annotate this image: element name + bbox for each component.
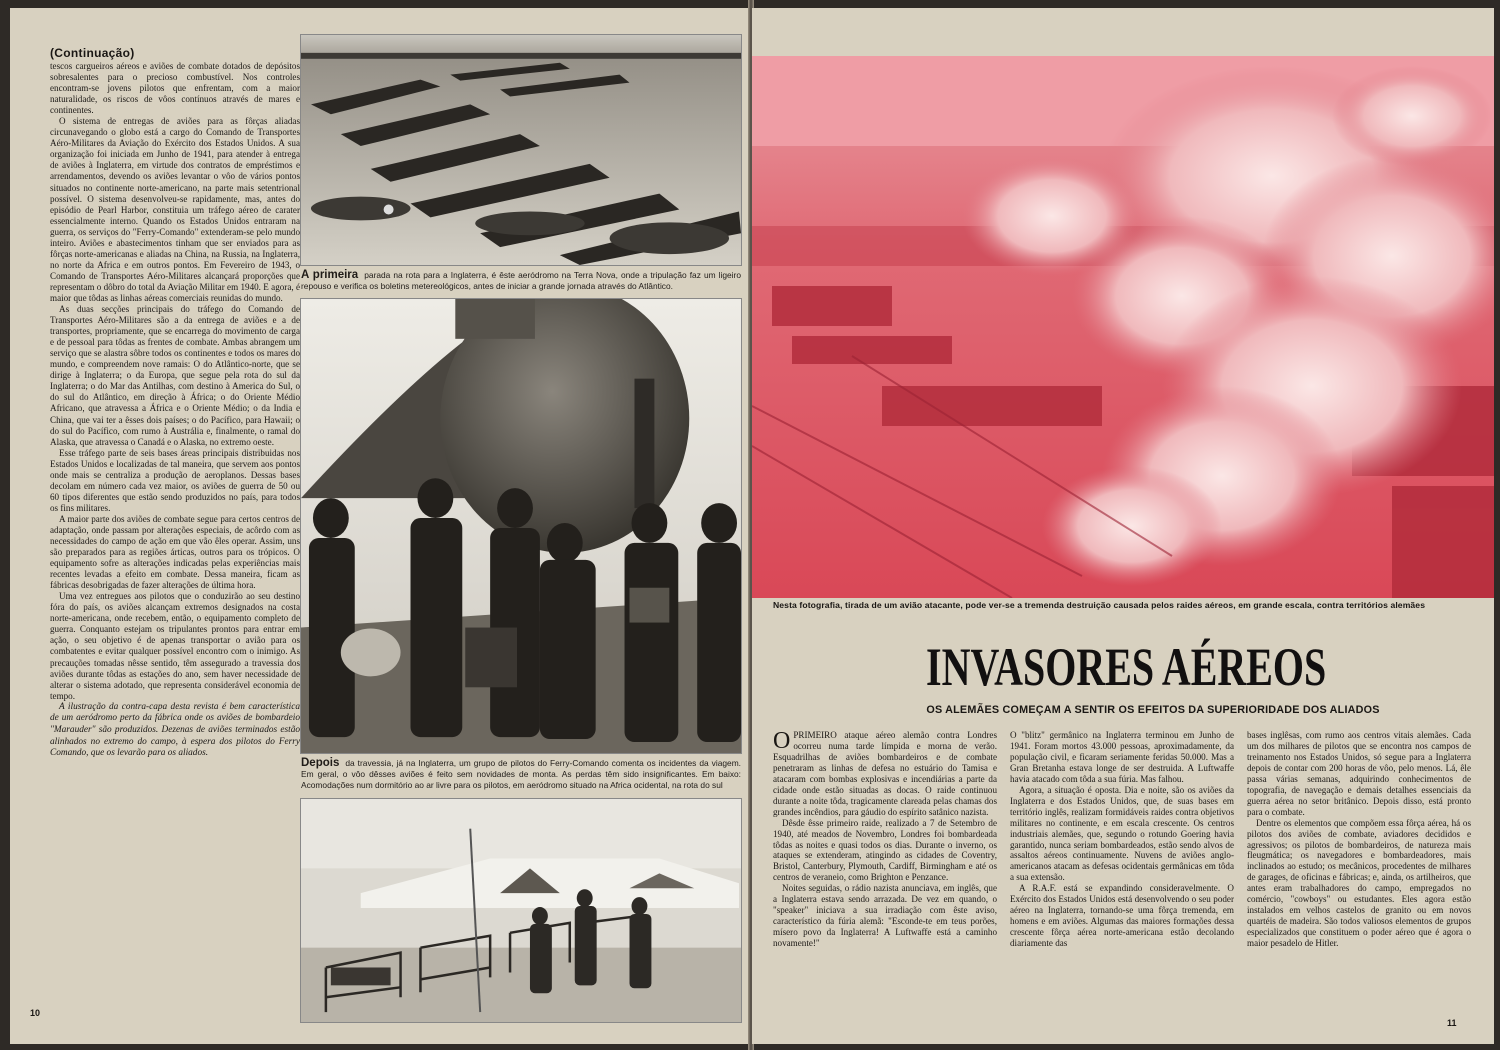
- page-number: 10: [30, 1008, 41, 1018]
- article-body: [773, 730, 1473, 1020]
- article-column-1: [773, 730, 997, 1020]
- dormitory-photo: [300, 798, 742, 1023]
- article-paragraph: Esse tráfego parte de seis bases áreas principais distribuidas nos Estados Unidos e localizadas de tal maneira, que servem aos pontos onde mais se centraliza a produção de aeroplanos. Dessas bases decolam em número cada vez maior, os aviões de guerra de 50 ou 60 tipos diferentes que estão sendo produzidos no país, para todos os fins militares.: [50, 447, 300, 513]
- article-paragraph: Dentre os elementos que compõem essa fôrça aérea, há os pilotos dos aviões de combate, aviadores decididos e agressivos; os pilotos de bombardeiros, de natureza mais fleugmática; os navegadores e bombardeadores, mais inclinados ao estudo; os mecânicos, procedentes de milhares de garages, de oficinas e fábricas; e, ainda, os artilheiros, que antes eram trabalhadores do campo, empregados no comércio, "cowboys" ou estudantes. Eles agora estão instalados em velhos castelos de granito ou em novos quartéis de madeira. São todos valiosos elementos de grupos especializados que constituem o poder aéreo que é agora o maior pesadelo de Hitler.: [1247, 817, 1471, 949]
- article-paragraph: tescos cargueiros aéreos e aviões de combate dotados de depósitos sobresalentes para o precioso combustível. Nos controles encontram-se jovens pilotos que enfrentam, com a maior naturalidade, os riscos de vôos contínuos através de mares e continentes.: [50, 61, 300, 116]
- article-subheadline: OS ALEMÃES COMEÇAM A SENTIR OS EFEITOS DA SUPERIORIDADE DOS ALIADOS: [926, 704, 1380, 716]
- article-paragraph: O sistema de entregas de aviões para as fôrças aliadas circunavegando o globo está a cargo do Comando de Transportes Aéro-Militares da Aviação do Exército dos Estados Unidos. A sua organização foi iniciada em Junho de 1941, para atender à entrega de aviões à Inglaterra, em virtude dos contratos de empréstimos e arrendamentos, devendo os aviões levantar o vôo de vários pontos situados no continente norte-americano, na parte mais setentrional possível. O sistema desenvolveu-se rapidamente, mas, antes do episódio de Pearl Harbor, constituia um tráfego aéreo de carater essencialmente interno. Quando os Estados Unidos entraram na guerra, os serviços do "Ferry-Comando" extenderam-se pelo mundo inteiro. Aviões e abastecimentos tinham que ser enviados para as fôrças norte-americanas e aliadas na China, na Russia, na Inglaterra, no norte da Africa e em outros pontos. Em Fevereiro de 1943, o Comando de Transportes Aéro-Militares alcançará proporções que representam o dôbro do total da Aviação Militar em 1940. E agora, é maior que tôdas as linhas aéreas comerciais reunidas do mundo.: [50, 116, 300, 303]
- pilots-photo: [300, 298, 742, 754]
- article-paragraph: As duas secções principais do tráfego do Comando de Transportes Aéro-Militares são a da entrega de aviões e a de transportes, propriamente, que se encarrega do movimento de carga e de pessoal para tôdas as frentes de combate. Ambas abrangem um serviço que se alastra sôbre todos os continentes e todos os mares do mundo, e compreendem nove ramais: O do Atlântico-norte, que se dirige à Inglaterra; o da Europa, que segue pela rota do sul da Inglaterra; o do Mar das Antilhas, com destino à America do Sul, o do sul do Atlântico, em direção à África; o do Oriente Médio Africano, que atravessa a África e o Oriente Médio; o da India e China, que vai ter a êsses dois países; o do Pacífico, para Hawaii; o do sul do Pacífico, com rumo à Austrália e, finalmente, o ramal do Alaska, que atravessa o Canadá e o Alaska, no extremo oeste.: [50, 304, 300, 447]
- page-number: 11: [1447, 1018, 1457, 1028]
- caption-lead: Depois: [301, 757, 340, 769]
- continuation-label: (Continuação): [50, 46, 135, 60]
- article-column-3: [1247, 730, 1471, 1020]
- right-page: [752, 8, 1494, 1044]
- article-paragraph: Dêsde êsse primeiro raide, realizado a 7 de Setembro de 1940, até meados de Novembro, Londres foi bombardeada tôdas as noites e quasi todos os dias. Durante o inverno, os ataques se extenderam, atingindo as cidades de Coventry, Bristol, Canterbury, Plymouth, Cardiff, Birmingham e até os centros de veraneio, como Brighton e Penzance.: [773, 817, 997, 883]
- left-text-column: [50, 46, 300, 1036]
- airfield-caption: [301, 270, 741, 292]
- caption-lead: A primeira: [301, 269, 359, 281]
- article-paragraph: A R.A.F. está se expandindo consideravelmente. O Exército dos Estados Unidos está desenvolvendo o seu poder aéreo na Inglaterra, tornando-se uma fôrça tremenda, em homens e em aviões. Algumas das maiores formações dessa crescente fôrça aérea norte-americana estão decolando diariamente das: [1010, 883, 1234, 949]
- airfield-photo: [300, 34, 742, 266]
- article-paragraph: Uma vez entregues aos pilotos que o conduzirão ao seu destino fóra do país, os aviões alcançam extremos designados na costa norte-americana, onde recebem, então, o equipamento completo de guerra. Conquanto estejam os tripulantes prontos para entrar em ação, o seu objetivo é de apenas transportar o avião para os combatentes e evitar qualquer possível encontro com o inimigo. As precauções tomadas nêsse sentido, têm assegurado a travessia dos aviões durante tôdas as estações do ano, sem haver necessidade de alterar o sistema adotado, que representa considerável economia de tempo.: [50, 591, 300, 701]
- article-headline: INVASORES AÉREOS: [926, 637, 1327, 697]
- article-paragraph: Agora, a situação é oposta. Dia e noite, são os aviões da Inglaterra e dos Estados Unidos, que, de suas bases em território inglês, realizam formidáveis raides contra objetivos militares no continente, e em escala crescente. Os centros industriais alemães, que, segundo o rotundo Goering havia garantido, nunca seriam bombardeados, estão sendo alvos de assaltos aéreos continuamente. Nuvens de aviões anglo-americanos atacam as defesas ocidentais germânicas em tôda a sua extensão.: [1010, 784, 1234, 883]
- bombing-raid-photo: [752, 56, 1494, 598]
- caption-text: da travessia, já na Inglaterra, um grupo de pilotos do Ferry-Comando comenta os incidentes da viagem. Em geral, o vôo dêsses aviões é feito sem novidades de monta. As perdas têm sido insignificantes. Em baixo: Acomodações num dormitório ao ar livre para os pilotos, em aeródromo situado na Africa ocidental, na rota do sul: [301, 758, 741, 790]
- article-paragraph: OPRIMEIRO ataque aéreo alemão contra Londres ocorreu numa tarde límpida e morna de verão. Esquadrilhas de aviões bombardeiros e de combate penetraram as linhas de defesa no estuário do Tamisa e atacaram com bombas explosivas e incendiárias a parte da cidade onde estão situadas as docas. O raide continuou durante a noite tôda, tragicamente clareada pelas chamas dos grandes incêndios, para gáudio do espírito satânico nazista.: [773, 730, 997, 817]
- article-paragraph: O "blitz" germânico na Inglaterra terminou em Junho de 1941. Foram mortos 43.000 pessoas, aproximadamente, da população civil, e ficaram seriamente feridas 50.000. Mas a Gran Bretanha estava longe de ser destruida. A Luftwaffe havia atacado com tôda a sua fúria. Mas falhou.: [1010, 730, 1234, 784]
- cover-illustration-note: A ilustração da contra-capa desta revista é bem característica de um aeródromo perto da fábrica onde os aviões de bombardeio "Marauder" são produzidos. Dezenas de aviões terminados estão alinhados no extremo do campo, à espera dos pilotos do Ferry Comando, que os levarão para os aliados.: [50, 701, 300, 759]
- left-page: [10, 8, 750, 1044]
- pilots-caption: [301, 758, 741, 791]
- article-paragraph: Noites seguidas, o rádio nazista anunciava, em inglês, que a Inglaterra estava sendo arrazada. De vez em quando, o "speaker" iniciava a sua irradiação com êste aviso, característico da fúria alemã: "Esconde-te em teus porões, mísero povo da Inglaterra! A Luftwaffe está a caminho novamente!": [773, 883, 997, 949]
- caption-text: parada na rota para a Inglaterra, é êste aeródromo na Terra Nova, onde a tripulação faz um ligeiro repouso e verifica os boletins metereológicos, antes de iniciar a grande jornada através do Atlântico.: [301, 270, 741, 291]
- drop-cap: O: [773, 730, 791, 754]
- raid-photo-caption: Nesta fotografia, tirada de um avião atacante, pode ver-se a tremenda destruição causada pelos raides aéreos, em grande escala, contra territórios alemães: [773, 600, 1426, 610]
- article-paragraph: bases inglêsas, com rumo aos centros vitais alemães. Cada um dos milhares de pilotos que se encontra nos campos de treinamento nos Estados Unidos, só segue para a Inglaterra depois de contar com 200 horas de vôo, pelo menos. Lá, êle passa várias semanas, adquirindo conhecimentos de topografia, de navegação e demais detalhes essenciais da guerra aérea no setor britânico. Depois disso, está pronto para o combate.: [1247, 730, 1471, 817]
- article-column-2: [1010, 730, 1234, 1020]
- article-paragraph: A maior parte dos aviões de combate segue para certos centros de adaptação, onde passam por alterações especiais, de acôrdo com as necessidades do campo de ação em que vão êles operar. Assim, uns são preparados para as regiões árticas, outros para os trópicos. O equipamento sofre as alterações indicadas pelas experiências mais recentes levadas a efeito em combate. Dessa maneira, ficam as fábricas desobrigadas de fazer alterações de última hora.: [50, 513, 300, 591]
